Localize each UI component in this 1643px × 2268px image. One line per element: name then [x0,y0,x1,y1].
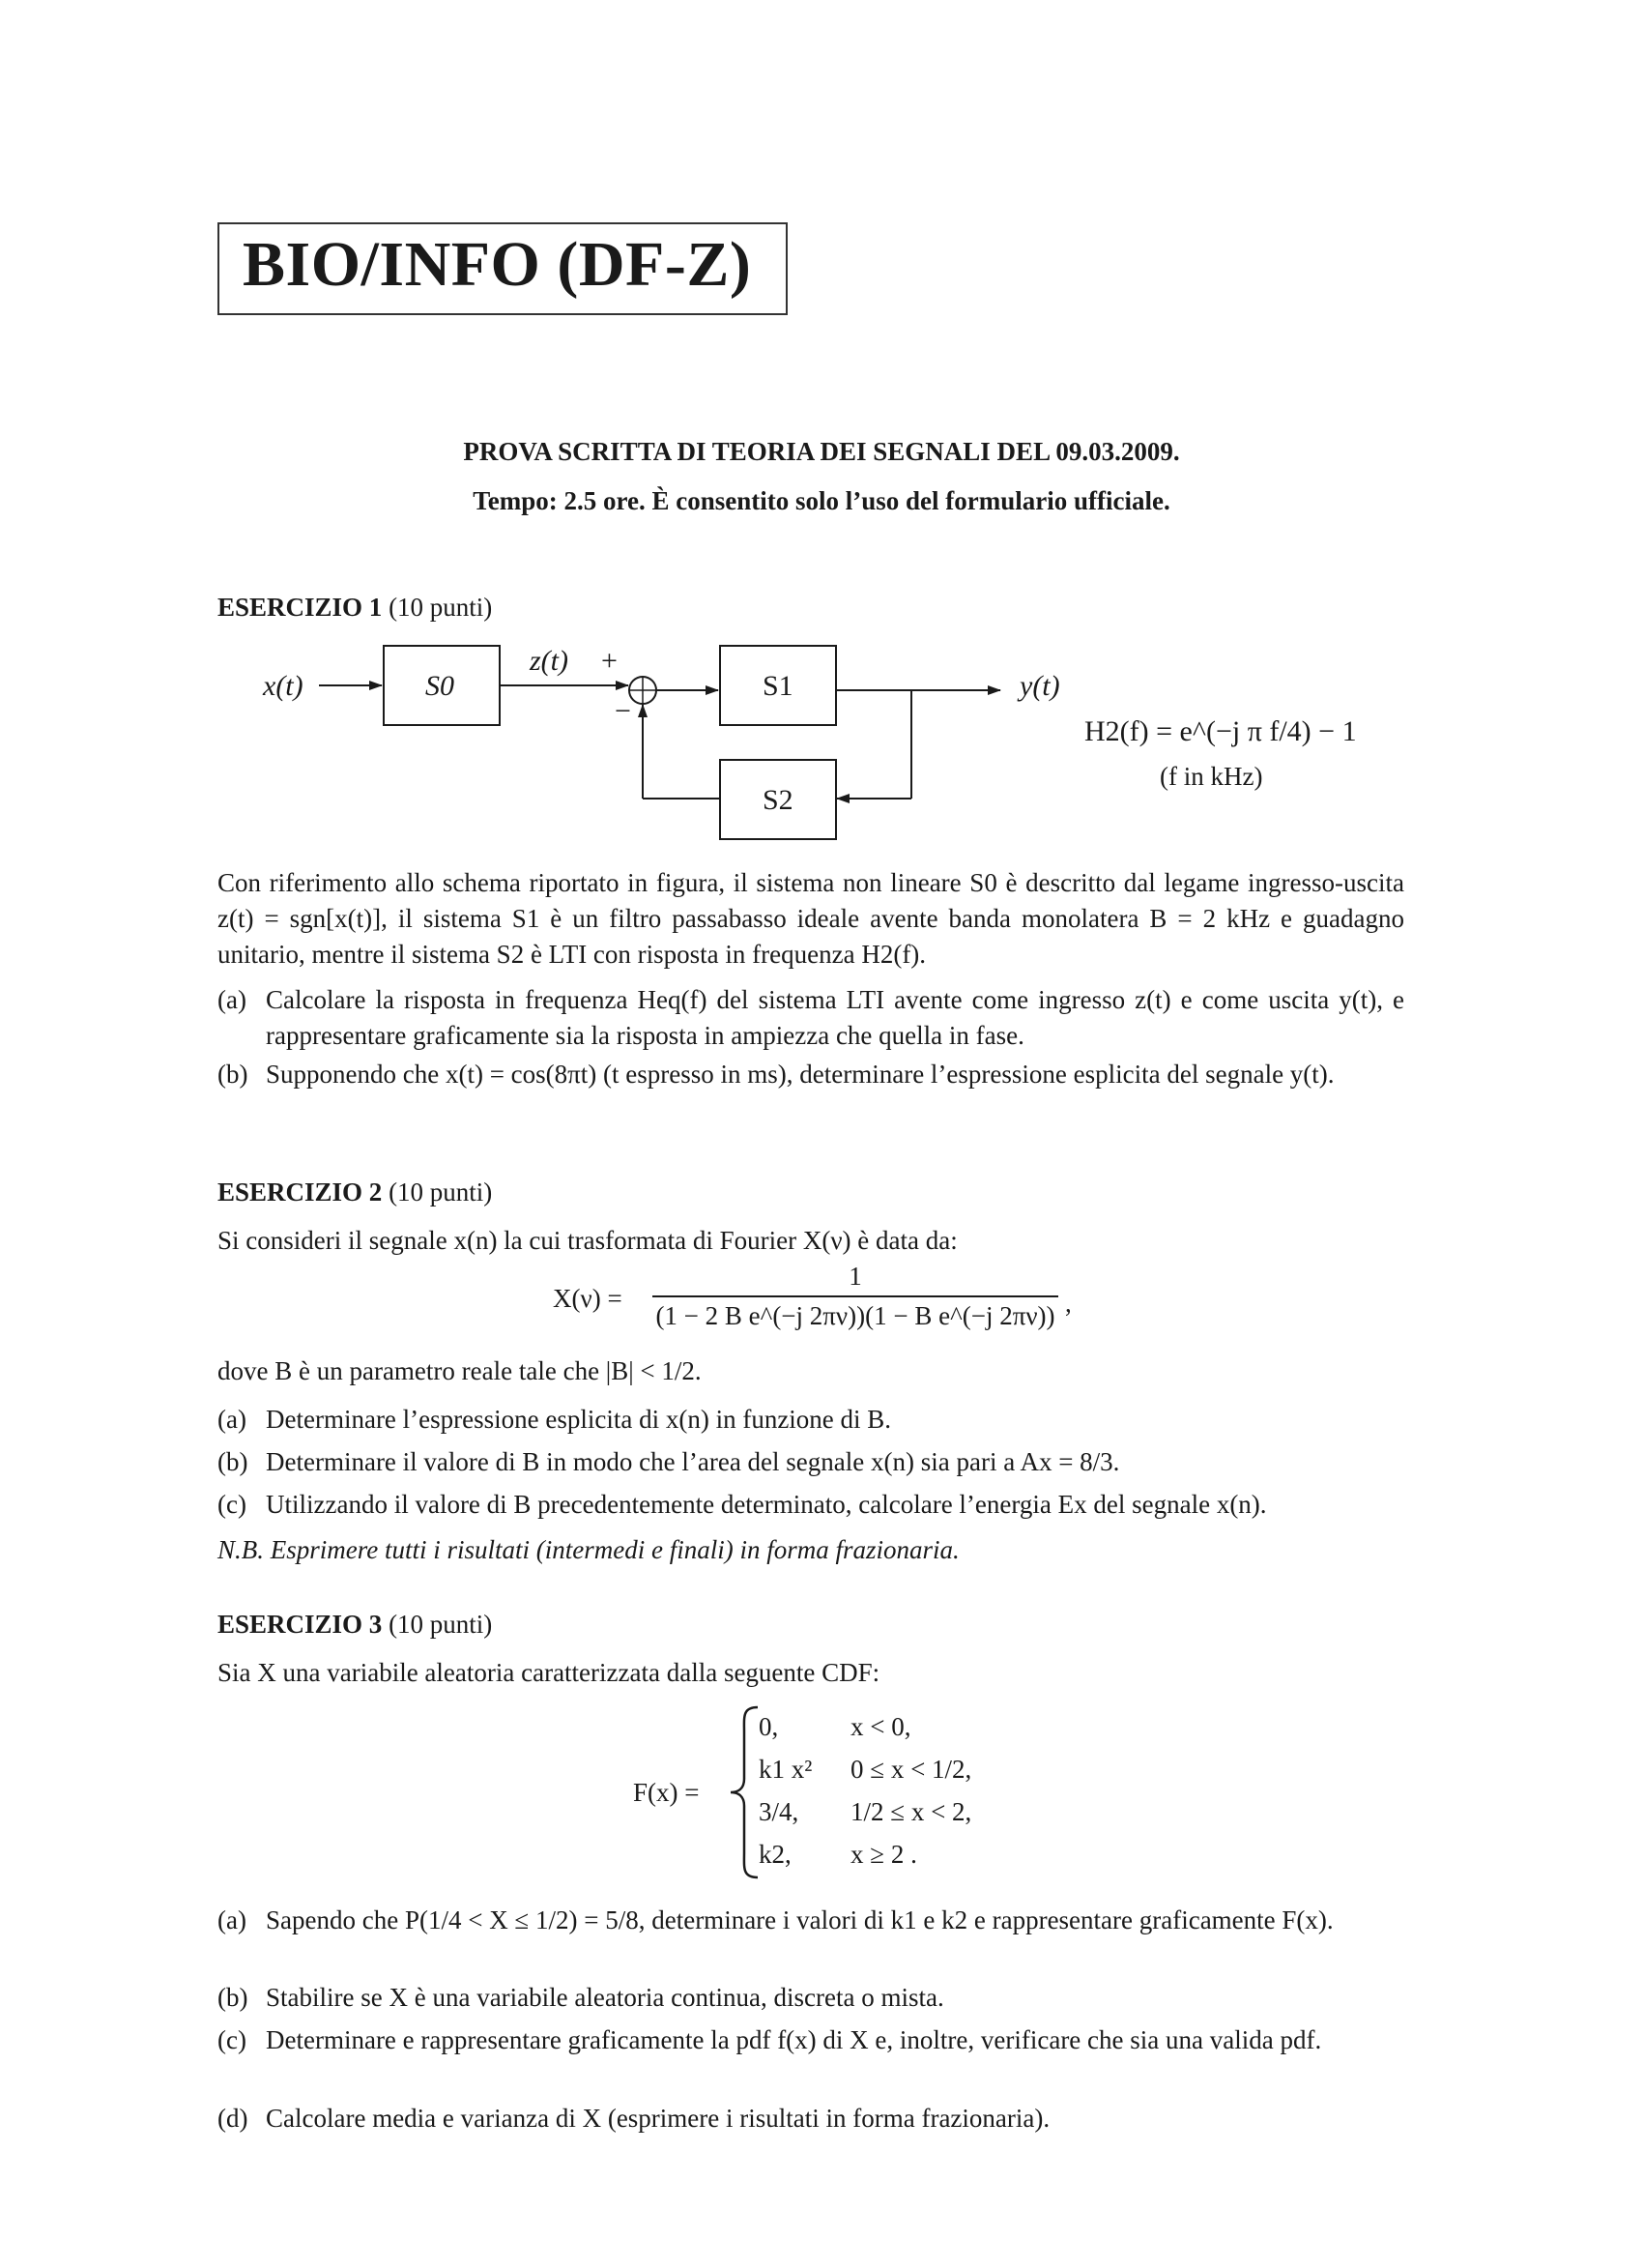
ex2-condition: dove B è un parametro reale tale che |B| < 1/2. [217,1356,702,1385]
sum-minus-sign: − [615,695,631,727]
ex3-item-c [217,2022,1404,2094]
ex2-item-a [217,1402,1404,1438]
cdf-case-2-cond: 1/2 ≤ x < 2, [850,1797,972,1826]
cdf-lhs: F(x) = [633,1778,700,1807]
ex2-intro: Si consideri il segnale x(n) la cui trasformata di Fourier X(ν) è data da: [217,1226,958,1255]
ex2-item-c-text: Utilizzando il valore di B precedentemente determinato, calcolare l’energia Ex del segnale x(n). [266,1490,1267,1519]
ex2-formula-lhs: X(ν) = [553,1284,622,1313]
ex2-item-c-label: (c) [217,1490,246,1519]
ex2-item-b-text: Determinare il valore di B in modo che l’area del segnale x(n) sia pari a Ax = 8/3. [266,1447,1120,1476]
cdf-case-1-value: k1 x² [759,1755,813,1784]
ex3-title: ESERCIZIO 3 [217,1610,383,1639]
ex2-item-a-label: (a) [217,1405,246,1434]
exam-page: BIO/INFO (DF-Z) PROVA SCRITTA DI TEORIA DEI SEGNALI DEL 09.03.2009. Tempo: 2.5 ore. È consentito solo l’uso del formulario ufficiale. ESERCIZIO 1 (10 punti) x(t) S0 z(t) + − S1 y(t) S2 H2(f) = e^(−j π f/4) − 1 (f in kHz) Con riferimento allo schema riportato in figura, il sistema non lineare S0 è descritto dal legame ingresso-uscita z(t) = sgn[x(t)], il sistema S1 è un filtro passabasso ideale avente banda monolatera B = 2 kHz e guadagno unitario, mentre il sistema S2 è LTI con risposta in frequenza H2(f). (a) Calcolare la risposta in frequenza Heq(f) del sistema LTI avente come ingresso z(t) e come uscita y(t), e rappresentare graficamente sia la risposta in ampiezza che quella in fase. (b) Supponendo che x(t) = cos(8πt) (t espresso in ms), determinare l’espressione esplicita del segnale y(t). ESERCIZIO 2 (10 punti) Si consideri il segnale x(n) la cui trasformata di Fourier X(ν) è data da: X(ν) = $\frac{1}{\text{(1 − 2 B e\textasciicircum{}(−j 2πν))(1 − B e\textasciicircum{}(−j 2πν))}}$ , dove B è un parametro reale tale che |B| < 1/2. (a) Determinare l’espressione esplicita di x(n) in funzione di B. (b) Determinare il valore di B in modo che l’area del segnale x(n) sia pari a Ax = 8/3. (c) Utilizzando il valore di B precedentemente determinato, calcolare l’energia Ex del segnale x(n). N.B. Esprimere tutti i risultati (intermedi e finali) in forma frazionaria. ESERCIZIO 3 (10 punti) Sia X una variabile aleatoria caratterizzata dalla seguente CDF: F(x) = 0, x < 0, k1 x² 0 ≤ x < 1/2, 3/4, 1/2 ≤ x < 2, k2, x ≥ 2 . (a) Sapendo che P(1/4 < X ≤ 1/2) = 5/8, determinare i valori di k1 e k2 e rappresentare graficamente F(x). (b) Stabilire se X è una variabile aleatoria continua, discreta o mista. (c) Determinare e rappresentare graficamente la pdf f(x) di X e, inoltre, verificare che sia una valida pdf. (d) Calcolare media e varianza di X (esprimere i risultati in forma frazionaria). [0,0,1643,2268]
ex3-intro: Sia X una variabile aleatoria caratterizzata dalla seguente CDF: [217,1658,880,1687]
ex2-title: ESERCIZIO 2 [217,1178,383,1207]
cdf-case-1-cond: 0 ≤ x < 1/2, [850,1755,972,1784]
ex2-heading [217,1175,492,1210]
ex3-points: (10 punti) [389,1610,493,1639]
ex1-item-b-label: (b) [217,1060,248,1089]
sum-plus-sign: + [601,645,618,677]
course-title: BIO/INFO (DF-Z) [243,229,752,300]
cdf-case-0-value: 0, [759,1712,779,1741]
ex3-item-c-text: Determinare e rappresentare graficamente la pdf f(x) di X e, inoltre, verificare che sia una valida pdf. [266,2025,1322,2054]
ex2-item-b-label: (b) [217,1447,248,1476]
ex2-item-c [217,1487,1416,1523]
ex3-item-b-text: Stabilire se X è una variabile aleatoria continua, discreta o mista. [266,1983,944,2012]
ex1-intro: Con riferimento allo schema riportato in figura, il sistema non lineare S0 è descritto dal legame ingresso-uscita z(t) = sgn[x(t)], il sistema S1 è un filtro passabasso ideale avente banda monolatera B = 2 kHz e guadagno unitario, mentre il sistema S2 è LTI con risposta in frequenza H2(f). [217,868,1404,969]
ex3-item-c-label: (c) [217,2025,246,2054]
ex2-formula-fraction [652,1262,1058,1331]
ex2-item-b [217,1444,1404,1480]
ex2-formula-numerator: 1 [652,1262,1058,1297]
cdf-case-3-value: k2, [759,1840,792,1869]
ex3-item-a-label: (a) [217,1905,246,1934]
ex3-item-a-text: Sapendo che P(1/4 < X ≤ 1/2) = 5/8, determinare i valori di k1 e k2 e rappresentare graficamente F(x). [266,1905,1334,1934]
h2-units: (f in kHz) [1160,762,1263,791]
ex2-item-a-text: Determinare l’espressione esplicita di x(n) in funzione di B. [266,1405,892,1434]
ex1-item-a-text: Calcolare la risposta in frequenza Heq(f) del sistema LTI avente come ingresso z(t) e come uscita y(t), e rappresentare graficamente sia la risposta in ampiezza che quella in fase. [266,985,1404,1050]
ex1-item-b [217,1057,1404,1128]
ex3-item-b [217,1980,1404,2016]
diagram-output-label: y(t) [1020,670,1060,702]
cdf-case-2-value: 3/4, [759,1797,799,1826]
diagram-input-label: x(t) [263,670,303,702]
diagram-z-label: z(t) [530,645,568,677]
ex3-item-d [217,2101,1404,2137]
block-s0-label: S0 [425,670,454,702]
ex1-points: (10 punti) [389,593,493,622]
ex2-points: (10 punti) [389,1178,493,1207]
ex3-item-d-text: Calcolare media e varianza di X (esprimere i risultati in forma frazionaria). [266,2104,1051,2133]
ex1-block-diagram [0,0,1643,870]
ex1-item-a-label: (a) [217,985,246,1014]
exam-rules: Tempo: 2.5 ore. È consentito solo l’uso del formulario ufficiale. [473,486,1170,515]
h2-formula: H2(f) = e^(−j π f/4) − 1 [1084,715,1357,747]
cdf-case-0-cond: x < 0, [850,1712,911,1741]
ex3-item-b-label: (b) [217,1983,248,2012]
block-s2-label: S2 [763,784,793,816]
ex1-item-a [217,982,1404,1054]
ex3-item-d-label: (d) [217,2104,248,2133]
ex2-formula-denominator: (1 − 2 B e^(−j 2πν))(1 − B e^(−j 2πν)) [655,1301,1055,1330]
exam-title: PROVA SCRITTA DI TEORIA DEI SEGNALI DEL 09.03.2009. [463,437,1180,466]
ex3-item-a [217,1903,1404,1974]
ex1-item-b-text: Supponendo che x(t) = cos(8πt) (t espresso in ms), determinare l’espressione esplicita del segnale y(t). [266,1060,1335,1089]
ex2-note: N.B. Esprimere tutti i risultati (intermedi e finali) in forma frazionaria. [217,1535,960,1564]
ex3-heading [217,1607,492,1643]
block-s1-label: S1 [763,670,793,702]
ex1-title: ESERCIZIO 1 [217,593,383,622]
cdf-case-3-cond: x ≥ 2 . [850,1840,917,1869]
